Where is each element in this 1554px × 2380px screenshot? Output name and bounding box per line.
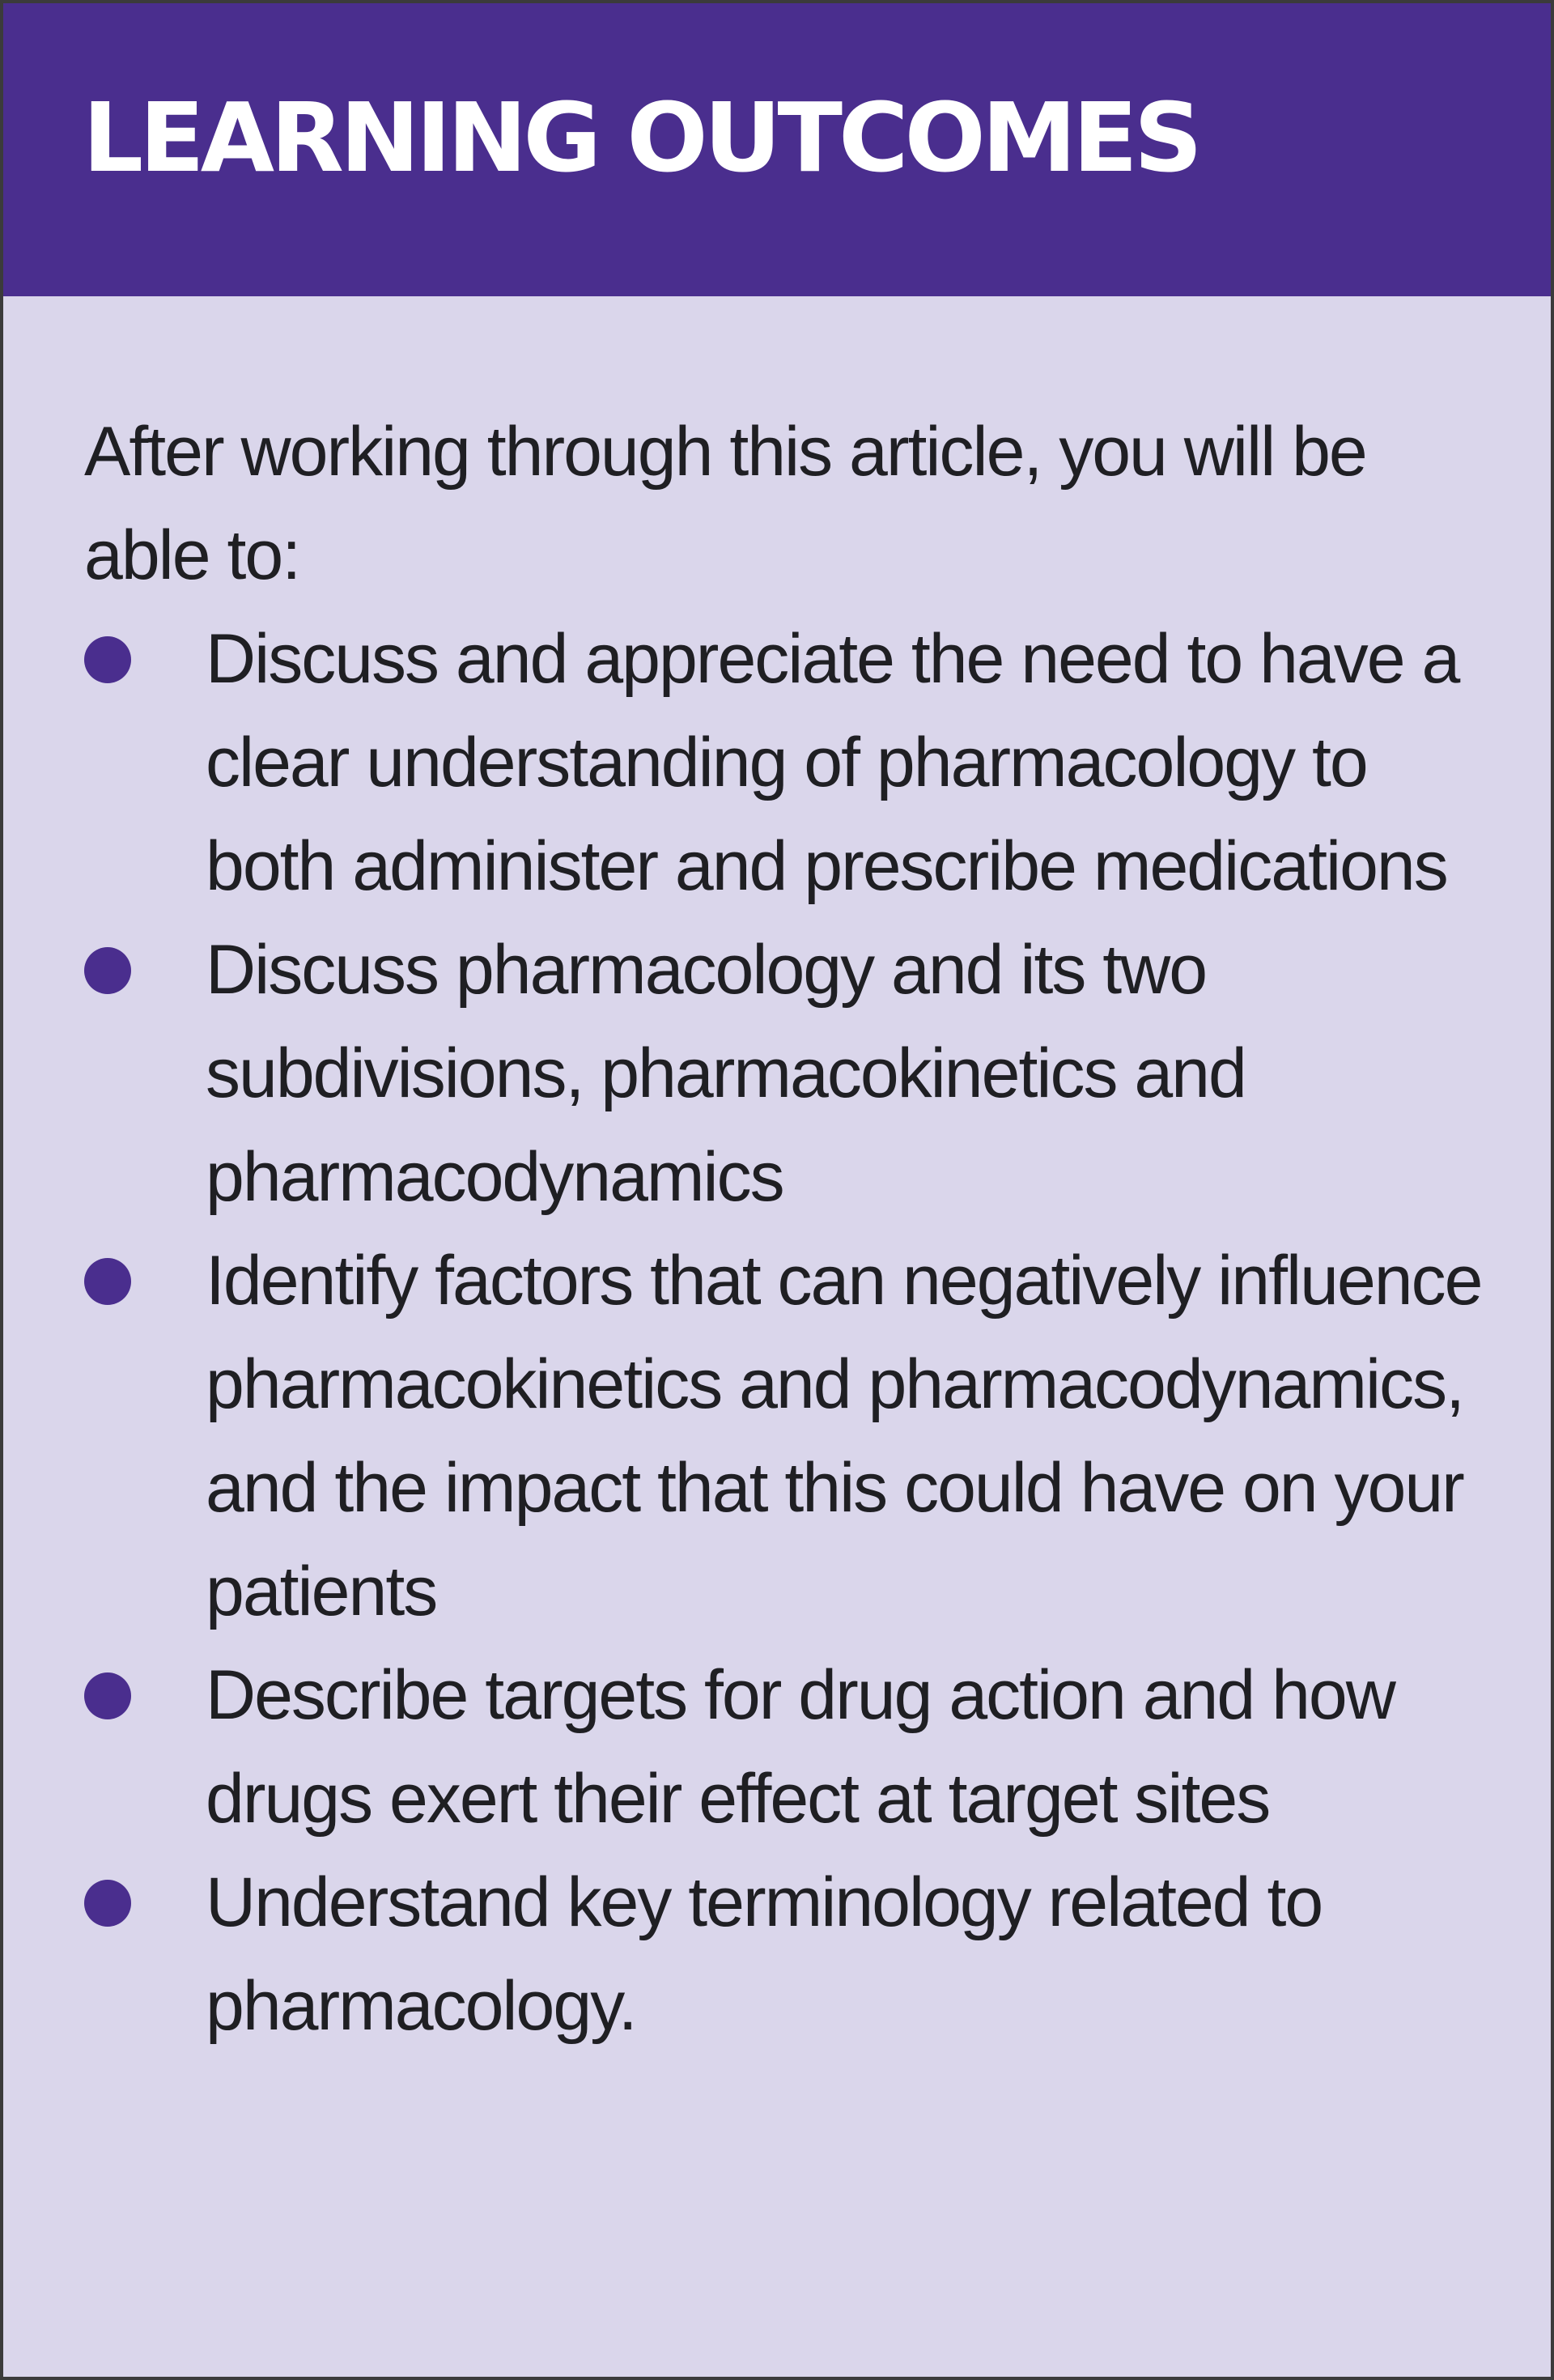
header-bar	[3, 3, 1551, 296]
outcome-item	[84, 918, 1492, 1229]
outcome-item	[84, 1851, 1492, 2058]
intro-text: After working through this article, you will be able to:	[84, 413, 1366, 594]
bullet-dot-icon	[84, 1672, 131, 1719]
outcome-text: Describe targets for drug action and how drugs exert their effect at target sites	[206, 1656, 1395, 1838]
bullet-dot-icon	[84, 1880, 131, 1927]
outcome-item	[84, 607, 1492, 918]
box-content	[84, 400, 1492, 2058]
outcome-text: Identify factors that can negatively influence pharmacokinetics and pharmacodynamics, and the impact that this could have on your patients	[206, 1242, 1482, 1630]
bullet-dot-icon	[84, 1258, 131, 1305]
outcome-item	[84, 1643, 1492, 1851]
bullet-dot-icon	[84, 947, 131, 994]
header-title: LEARNING OUTCOMES	[83, 82, 1199, 193]
outcome-text: Discuss and appreciate the need to have a clear understanding of pharmacology to both administer and prescribe medications	[206, 620, 1459, 905]
outcome-item	[84, 1229, 1492, 1643]
outcome-text: Understand key terminology related to pharmacology.	[206, 1864, 1323, 2045]
bullet-dot-icon	[84, 636, 131, 683]
outcomes-list	[84, 607, 1492, 2058]
outcome-text: Discuss pharmacology and its two subdivisions, pharmacokinetics and pharmacodynamics	[206, 931, 1246, 1216]
